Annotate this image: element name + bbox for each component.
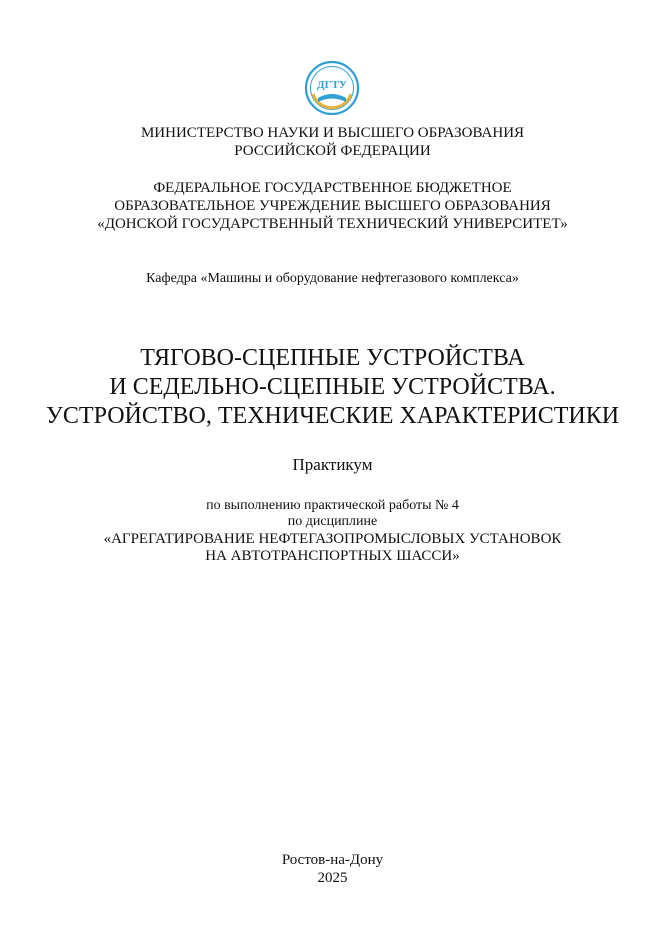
discipline-name [0,531,665,565]
department-name [0,270,665,288]
department-line: Кафедра «Машины и оборудование нефтегазового комплекса» [146,271,519,286]
year-label: 2025 [317,870,348,886]
institution-name [0,179,665,233]
discipline-line: НА АВТОТРАНСПОРТНЫХ ШАССИ» [205,548,460,564]
doc-type-label: Практикум [292,455,373,474]
title-line: ТЯГОВО-СЦЕПНЫЕ УСТРОЙСТВА [140,345,525,371]
discipline-line: «АГРЕГАТИРОВАНИЕ НЕФТЕГАЗОПРОМЫСЛОВЫХ УСТАНОВОК [103,531,562,547]
logo-text: ДГТУ [317,79,347,91]
ministry-line: РОССИЙСКОЙ ФЕДЕРАЦИИ [234,143,431,159]
title-line: УСТРОЙСТВО, ТЕХНИЧЕСКИЕ ХАРАКТЕРИСТИКИ [45,403,620,429]
institution-line: ОБРАЗОВАТЕЛЬНОЕ УЧРЕЖДЕНИЕ ВЫСШЕГО ОБРАЗОВАНИЯ [114,198,551,214]
subtitle-line: по дисциплине [287,514,378,529]
document-subtitle [0,498,665,530]
ministry-line: МИНИСТЕРСТВО НАУКИ И ВЫСШЕГО ОБРАЗОВАНИЯ [140,125,525,141]
institution-line: «ДОНСКОЙ ГОСУДАРСТВЕННЫЙ ТЕХНИЧЕСКИЙ УНИВЕРСИТЕТ» [97,216,568,232]
university-logo-icon [304,60,360,116]
institution-line: ФЕДЕРАЛЬНОЕ ГОСУДАРСТВЕННОЕ БЮДЖЕТНОЕ [153,180,512,196]
document-type [0,455,665,475]
publication-footer [0,851,665,887]
title-line: И СЕДЕЛЬНО-СЦЕПНЫЕ УСТРОЙСТВА. [109,374,556,400]
ministry-name [0,124,665,160]
subtitle-line: по выполнению практической работы № 4 [206,498,459,513]
document-title [0,344,665,431]
city-label: Ростов-на-Дону [281,852,384,868]
